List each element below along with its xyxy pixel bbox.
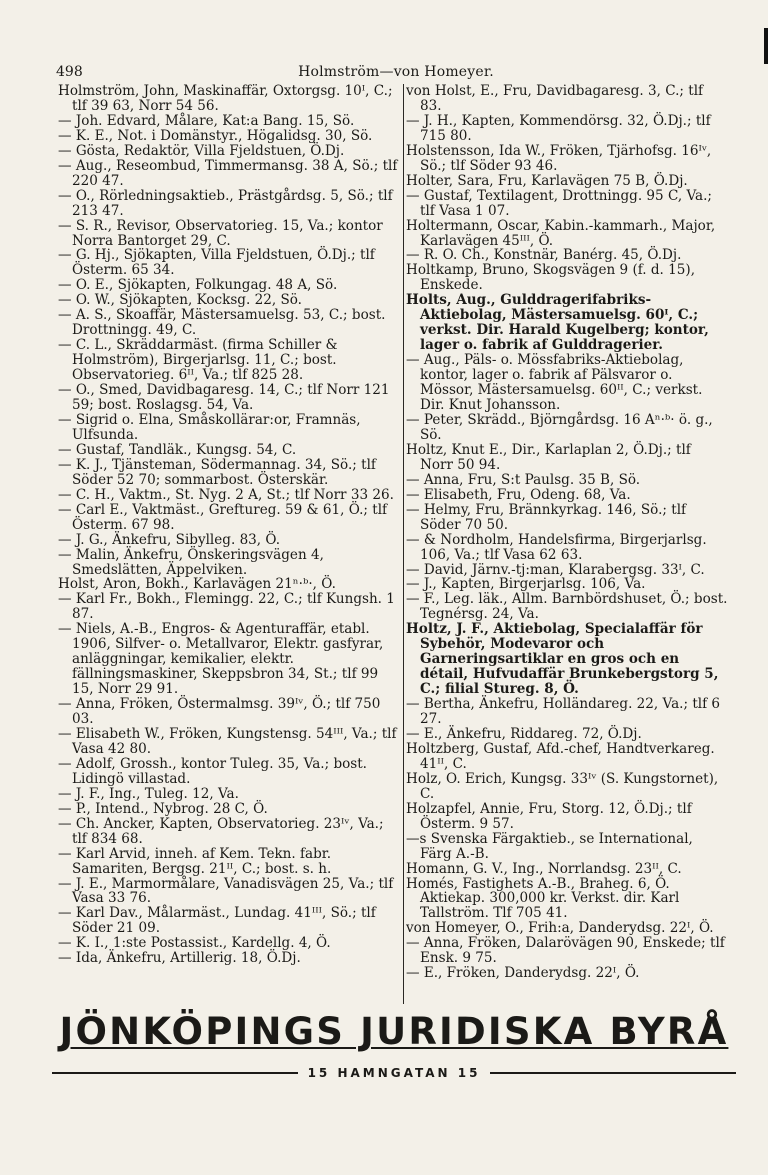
directory-entry: — J. F., Ing., Tuleg. 12, Va. <box>58 785 239 802</box>
directory-entry: — O., Smed, Davidbagaresg. 14, C.; tlf Norr 121 59; bost. Roslagsg. 54, Va. <box>58 382 390 414</box>
directory-entry: — O. W., Sjökapten, Kocksg. 22, Sö. <box>58 292 302 309</box>
directory-entry: — K. E., Not. i Domänstyr., Högalidsg. 30, Sö. <box>58 127 373 144</box>
directory-entry: Holtermann, Oscar, Kabin.-kammarh., Major, Karlavägen 45ᴵᴵᴵ, Ö. <box>406 217 716 249</box>
directory-entry: — E., Fröken, Danderydsg. 22ᴵ, Ö. <box>406 965 640 982</box>
directory-entry: — Bertha, Änkefru, Holländareg. 22, Va.; tlf 6 27. <box>406 696 721 728</box>
directory-entry: von Holst, E., Fru, Davidbagaresg. 3, C.; tlf 83. <box>406 83 704 114</box>
left-rule <box>52 1072 298 1074</box>
directory-entry: — C. H., Vaktm., St. Nyg. 2 A, St.; tlf Norr 33 26. <box>58 486 394 503</box>
directory-entry: Holtkamp, Bruno, Skogsvägen 9 (f. d. 15), Enskede. <box>406 262 695 294</box>
directory-entry: — Niels, A.-B., Engros- & Agenturaffär, etabl. 1906, Silfver- o. Metallvaror, Elektr. gasfyrar, anläggningar, kemikalier, elektr. fällningsmaskiner, Skeppsbron 34, St.; tlf 99 15, Norr 29 91. <box>58 621 384 698</box>
directory-entry: — Ida, Änkefru, Artillerig. 18, Ö.Dj. <box>58 950 301 967</box>
directory-entry: — A. S., Skoaffär, Mästersamuelsg. 53, C.; bost. Drottningg. 49, C. <box>58 307 386 339</box>
left-column <box>58 84 402 966</box>
directory-entry: —s Svenska Färgaktieb., se International, Färg A.-B. <box>406 830 693 862</box>
directory-entry: — K. I., 1:ste Postassist., Kardellg. 4, Ö. <box>58 935 331 952</box>
directory-entry: — Anna, Fröken, Östermalmsg. 39ᴵᵛ, Ö.; tlf 750 03. <box>58 696 381 728</box>
directory-entry: Homés, Fastighets A.-B., Braheg. 6, Ö. Aktiekap. 300,000 kr. Verkst. dir. Karl Tallström. Tlf 705 41. <box>406 875 680 922</box>
directory-entry: — P., Intend., Nybrog. 28 C, Ö. <box>58 800 268 817</box>
page-header <box>56 64 736 82</box>
directory-entry: — J. G., Änkefru, Sibylleg. 83, Ö. <box>58 531 281 548</box>
directory-entry: — Ch. Ancker, Kapten, Observatorieg. 23ᴵᵛ, Va.; tlf 834 68. <box>58 815 384 847</box>
running-head: Holmström—von Homeyer. <box>298 64 494 80</box>
directory-entry: — Anna, Fru, S:t Paulsg. 35 B, Sö. <box>406 471 641 488</box>
directory-entry: — Karl Dav., Målarmäst., Lundag. 41ᴵᴵᴵ, Sö.; tlf Söder 21 09. <box>58 905 376 937</box>
advertisement-address: 15 HAMNGATAN 15 <box>307 1066 481 1080</box>
directory-entry: — Gustaf, Textilagent, Drottningg. 95 C, Va.; tlf Vasa 1 07. <box>406 187 712 219</box>
directory-entry: — Joh. Edvard, Målare, Kat:a Bang. 15, Sö. <box>58 112 355 129</box>
directory-entry: — Aug., Päls- o. Mössfabriks-Aktiebolag, kontor, lager o. fabrik af Pälsvaror o. Mössor, Mästersamuelsg. 60ᴵᴵ, C.; verkst. Dir. Knut Johansson. <box>406 352 703 414</box>
directory-entry: Holter, Sara, Fru, Karlavägen 75 B, Ö.Dj. <box>406 172 688 189</box>
directory-entry: — R. O. Ch., Konstnär, Banérg. 45, Ö.Dj. <box>406 247 682 264</box>
directory-entry: — J., Kapten, Birgerjarlsg. 106, Va. <box>406 576 646 593</box>
directory-entry: — Gustaf, Tandläk., Kungsg. 54, C. <box>58 441 297 458</box>
directory-entry: — Helmy, Fru, Brännkyrkag. 146, Sö.; tlf Söder 70 50. <box>406 501 687 533</box>
directory-entry: — David, Järnv.-tj:man, Klarabergsg. 33ᴵ, C. <box>406 561 705 578</box>
directory-entry: — G. Hj., Sjökapten, Villa Fjeldstuen, Ö.Dj.; tlf Österm. 65 34. <box>58 247 375 279</box>
directory-entry: — S. R., Revisor, Observatorieg. 15, Va.; kontor Norra Bantorget 29, C. <box>58 217 383 249</box>
directory-entry: Holzapfel, Annie, Fru, Storg. 12, Ö.Dj.; tlf Österm. 9 57. <box>406 800 692 832</box>
page-number: 498 <box>56 64 83 80</box>
directory-entry: — Sigrid o. Elna, Småskollärar:or, Framnäs, Ulfsunda. <box>58 411 361 443</box>
advertisement-address-row <box>52 1066 736 1080</box>
directory-entry: — Anna, Fröken, Dalarövägen 90, Enskede; tlf Ensk. 9 75. <box>406 935 725 967</box>
directory-entry: — O. E., Sjökapten, Folkungag. 48 A, Sö. <box>58 277 338 294</box>
directory-entry: Holtz, Knut E., Dir., Karlaplan 2, Ö.Dj.; tlf Norr 50 94. <box>406 441 691 473</box>
directory-entry: Holst, Aron, Bokh., Karlavägen 21ⁿ·ᵇ·, Ö. <box>58 576 336 593</box>
directory-entry: Holz, O. Erich, Kungsg. 33ᴵᵛ (S. Kungstornet), C. <box>406 770 719 802</box>
directory-entry: von Homeyer, O., Frih:a, Danderydsg. 22ᴵ, Ö. <box>406 920 714 937</box>
directory-entry: — Karl Arvid, inneh. af Kem. Tekn. fabr. Samariten, Bergsg. 21ᴵᴵ, C.; bost. s. h. <box>58 845 332 877</box>
right-column <box>406 84 728 981</box>
directory-entry: — J. H., Kapten, Kommendörsg. 32, Ö.Dj.; tlf 715 80. <box>406 112 711 144</box>
advertisement-title: JÖNKÖPINGS JURIDISKA BYRÅ <box>59 1010 729 1053</box>
directory-entry: — O., Rörledningsaktieb., Prästgårdsg. 5, Sö.; tlf 213 47. <box>58 187 393 219</box>
directory-entry: — Elisabeth W., Fröken, Kungstensg. 54ᴵᴵᴵ, Va.; tlf Vasa 42 80. <box>58 725 397 757</box>
directory-entry: — J. E., Marmormålare, Vanadisvägen 25, Va.; tlf Vasa 33 76. <box>58 875 394 907</box>
directory-entry: — F., Leg. läk., Allm. Barnbördshuset, Ö.; bost. Tegnérsg. 24, Va. <box>406 591 728 623</box>
directory-entry: — C. L., Skräddarmäst. (firma Schiller & Holmström), Birgerjarlsg. 11, C.; bost. Observatorieg. 6ᴵᴵ, Va.; tlf 825 28. <box>58 337 338 384</box>
directory-entry: — E., Änkefru, Riddareg. 72, Ö.Dj. <box>406 725 642 742</box>
directory-entry: Holstensson, Ida W., Fröken, Tjärhofsg. 16ᴵᵛ, Sö.; tlf Söder 93 46. <box>406 142 712 174</box>
page-edge-mark <box>764 28 768 64</box>
directory-entry: — Malin, Änkefru, Önskeringsvägen 4, Smedslätten, Äppelviken. <box>58 546 324 578</box>
directory-entry: Holmström, John, Maskinaffär, Oxtorgsg. 10ᴵ, C.; tlf 39 63, Norr 54 56. <box>58 83 393 114</box>
column-divider <box>403 84 404 1004</box>
directory-entry: — K. J., Tjänsteman, Södermannag. 34, Sö.; tlf Söder 52 70; sommarbost. Österskär. <box>58 456 376 488</box>
right-rule <box>490 1072 736 1074</box>
directory-entry: — & Nordholm, Handelsfirma, Birgerjarlsg. 106, Va.; tlf Vasa 62 63. <box>406 531 707 563</box>
directory-entry: — Peter, Skrädd., Björngårdsg. 16 Aⁿ·ᵇ· ö. g., Sö. <box>406 411 713 443</box>
directory-entry: Homann, G. V., Ing., Norrlandsg. 23ᴵᴵ, C. <box>406 860 682 877</box>
directory-entry: — Gösta, Redaktör, Villa Fjeldstuen, Ö.Dj. <box>58 142 345 159</box>
advertisement <box>52 1012 736 1060</box>
directory-entry: — Karl Fr., Bokh., Flemingg. 22, C.; tlf Kungsh. 1 87. <box>58 591 395 623</box>
directory-entry: — Elisabeth, Fru, Odeng. 68, Va. <box>406 486 631 503</box>
directory-entry: — Adolf, Grossh., kontor Tuleg. 35, Va.; bost. Lidingö villastad. <box>58 755 367 787</box>
directory-entry: Holts, Aug., Gulddragerifabriks-Aktiebolag, Mästersamuelsg. 60ᴵ, C.; verkst. Dir. Harald Kugelberg; kontor, lager o. fabrik af Gulddragerier. <box>406 292 709 354</box>
directory-entry: Holtz, J. F., Aktiebolag, Specialaffär för Sybehör, Modevaror och Garneringsartiklar en gros och en détail, Hufvudaffär Brunkebergstorg 5, C.; filial Stureg. 8, Ö. <box>406 621 719 698</box>
directory-entry: — Carl E., Vaktmäst., Greftureg. 59 & 61, Ö.; tlf Österm. 67 98. <box>58 501 388 533</box>
directory-entry: Holtzberg, Gustaf, Afd.-chef, Handtverkareg. 41ᴵᴵ, C. <box>406 740 715 772</box>
directory-entry: — Aug., Reseombud, Timmermansg. 38 A, Sö.; tlf 220 47. <box>58 157 398 189</box>
